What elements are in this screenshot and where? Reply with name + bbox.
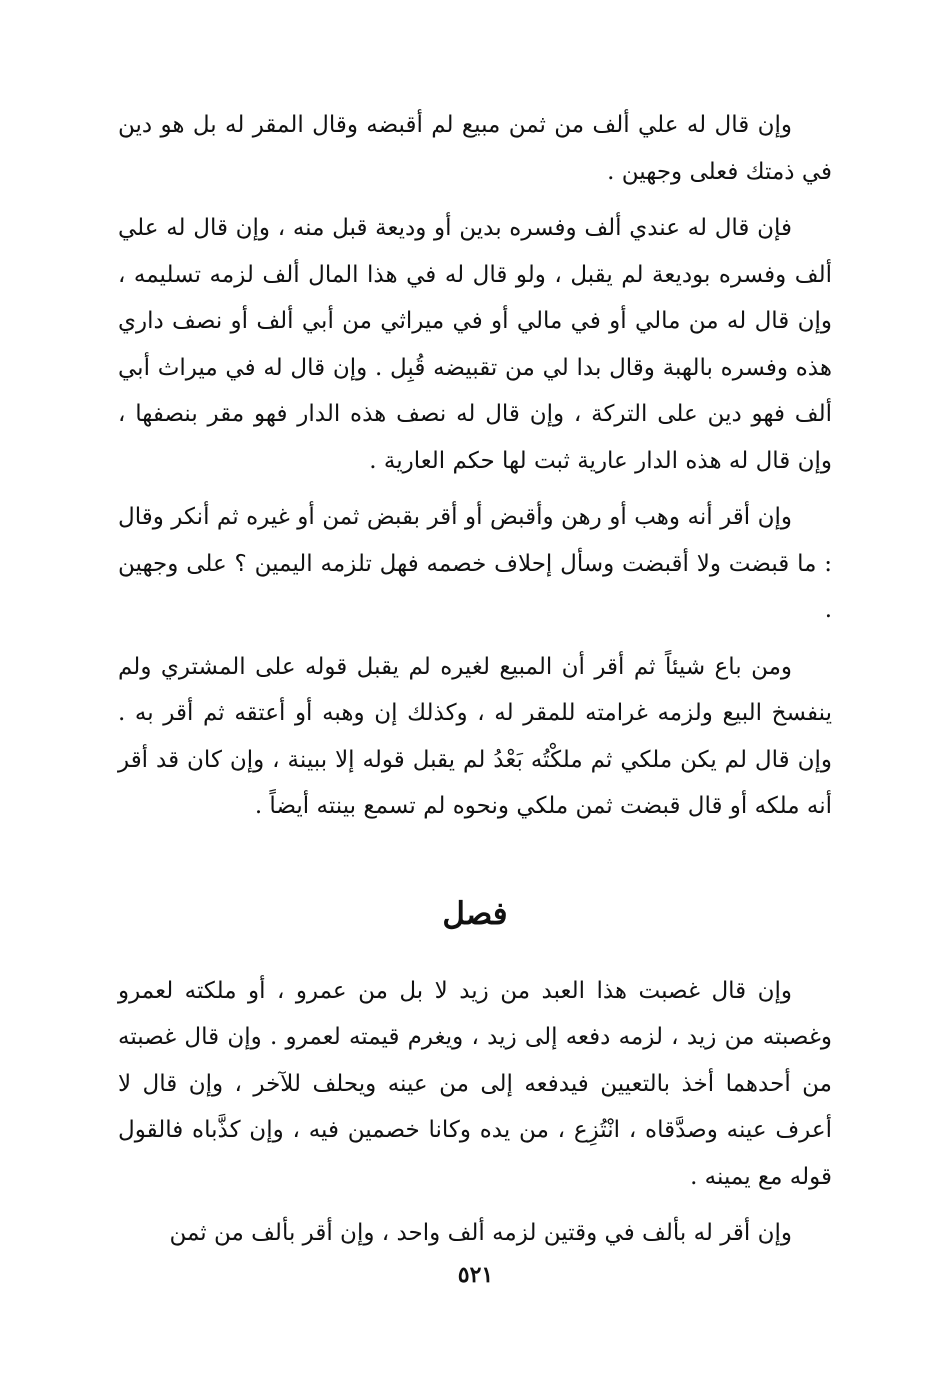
section-title: فصل <box>442 895 508 932</box>
paragraph-3: وإن أقر أنه وهب أو رهن وأقبض أو أقر بقبض ثمن أو غيره ثم أنكر وقال : ما قبضت ولا أقبضت وسأل إحلاف خصمه فهل تلزمه اليمين ؟ على وجهين . <box>118 504 832 623</box>
paragraph-1: وإن قال له علي ألف من ثمن مبيع لم أقبضه وقال المقر له بل هو دين في ذمتك فعلى وجهين . <box>118 112 832 185</box>
paragraph-2: فإن قال له عندي ألف وفسره بدين أو وديعة قبل منه ، وإن قال له علي ألف وفسره بوديعة لم يقبل ، ولو قال له في هذا المال ألف لزمه تسليمه ، وإن قال له من مالي أو في مالي أو في ميراثي من أبي ألف أو نصف داري هذه وفسره بالهبة وقال بدا لي من تقبيضه قُبِل . وإن قال له في ميراث أبي ألف فهو دين على التركة ، وإن قال له نصف هذه الدار فهو مقر بنصفها ، وإن قال له هذه الدار عارية ثبت لها حكم العارية . <box>118 215 832 474</box>
page-number: ٥٢١ <box>457 1262 494 1288</box>
page-body <box>118 102 832 1267</box>
paragraph-5: وإن قال غصبت هذا العبد من زيد لا بل من عمرو ، أو ملكته لعمرو وغصبته من زيد ، لزمه دفعه إلى زيد ، ويغرم قيمته لعمرو . وإن قال غصبته من أحدهما أخذ بالتعيين فيدفعه إلى من عينه ويحلف للآخر ، وإن قال لا أعرف عينه وصدَّقاه ، انْتُزِع ، من يده وكانا خصمين فيه ، وإن كذَّباه فالقول قوله مع يمينه . <box>118 977 832 1190</box>
paragraph-6: وإن أقر له بألف في وقتين لزمه ألف واحد ، وإن أقر بألف من ثمن <box>169 1220 792 1246</box>
paragraph-4: ومن باع شيئاً ثم أقر أن المبيع لغيره لم يقبل قوله على المشتري ولم ينفسخ البيع ولزمه غرامته للمقر له ، وكذلك إن وهبه أو أعتقه ثم أقر به . وإن قال لم يكن ملكي ثم ملكْتُه بَعْدُ لم يقبل قوله إلا ببينة ، وإن كان قد أقر أنه ملكه أو قال قبضت ثمن ملكي ونحوه لم تسمع بينته أيضاً . <box>118 653 832 819</box>
